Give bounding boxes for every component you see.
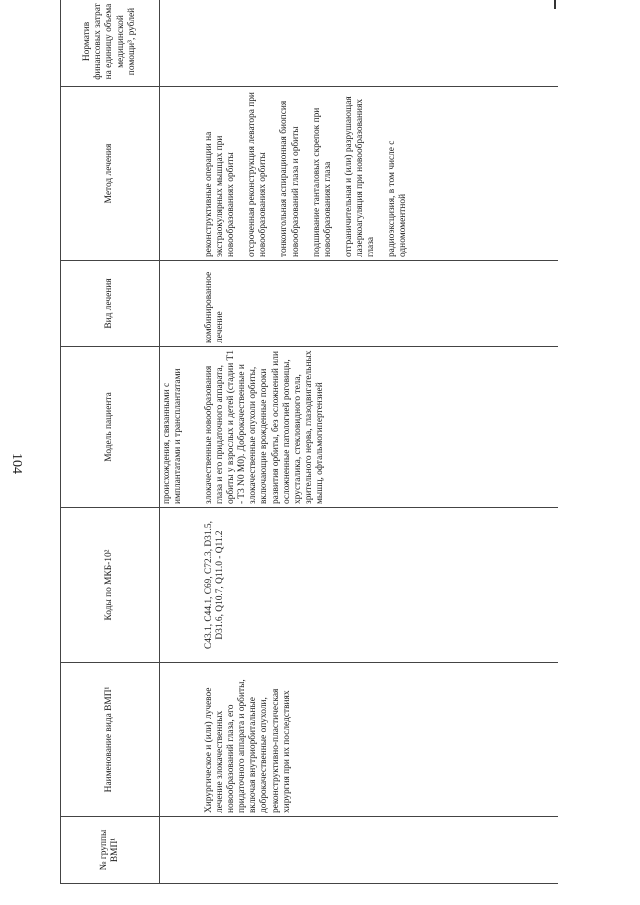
table-row: [202, 0, 558, 884]
header-group-number: № группы ВМП¹: [61, 817, 160, 884]
page-number: 104: [9, 453, 24, 474]
header-name: Наименование вида ВМП¹: [61, 663, 160, 817]
cell-name: Хирургическое и (или) лучевое лечение злокачественных новообразований глаза, его придаточного аппарата и орбиты, включая внутриорбитальные доброкачественные опухоли, реконструктивно-пластическая хирургия при их последствиях: [202, 663, 558, 817]
cell-patient-model-continued: происхождения, связанными с имплантатами и трансплантатами: [160, 347, 203, 508]
vmp-table: [60, 3, 552, 884]
cell-treatment-methods: [202, 87, 558, 261]
cell-treatment-type: комбинированное лечение: [202, 261, 558, 347]
treatment-method-item: отсроченная реконструкция леватора при новообразованиях орбиты: [247, 92, 269, 257]
treatment-method-item: реконструктивные операции на экстраокулярных мышцах при новообразованиях орбиты: [204, 131, 237, 257]
cell-cost-norm: [202, 0, 558, 87]
header-treatment-method: Метод лечения: [61, 87, 160, 261]
header-patient-model: Модель пациента: [61, 347, 160, 508]
header-icd-codes: Коды по МКБ-10²: [61, 508, 160, 663]
header-treatment-type: Вид лечения: [61, 261, 160, 347]
table-row: [160, 0, 203, 884]
header-cost-norm: Норматив финансовых затрат на единицу объема медицинской помощи³, рублей: [61, 0, 160, 87]
treatment-method-item: подшивание танталовых скрепок при новообразованиях глаза: [311, 107, 333, 257]
treatment-method-item: отграничительная и (или) разрушающая лазеркоагуляция при новообразованиях глаза: [343, 96, 377, 257]
treatment-method-item: радиоэксцизия, в том числе с одномоментной: [387, 140, 409, 257]
header-row: [61, 0, 160, 884]
cell-patient-model: злокачественные новообразования глаза и его придаточного аппарата, орбиты у взрослых и детей (стадии T1 - T3 N0 M0). Доброкачественные и злокачественные опухоли орбиты, включающие врожденные пороки развития орбиты, без осложнений или осложненные патологией роговицы, хрусталика, стекловидного тела, зрительного нерва, глазодвигательных мышц, офтальмогипертензией: [202, 347, 558, 508]
cell-group-number: [202, 817, 558, 884]
cell-icd-codes: C43.1, C44.1, C69, C72.3, D31.5, D31.6, Q10.7, Q11.0 - Q11.2: [202, 508, 558, 663]
treatment-method-item: тонкоигольная аспирационная биопсия новообразований глаза и орбиты: [279, 100, 301, 257]
